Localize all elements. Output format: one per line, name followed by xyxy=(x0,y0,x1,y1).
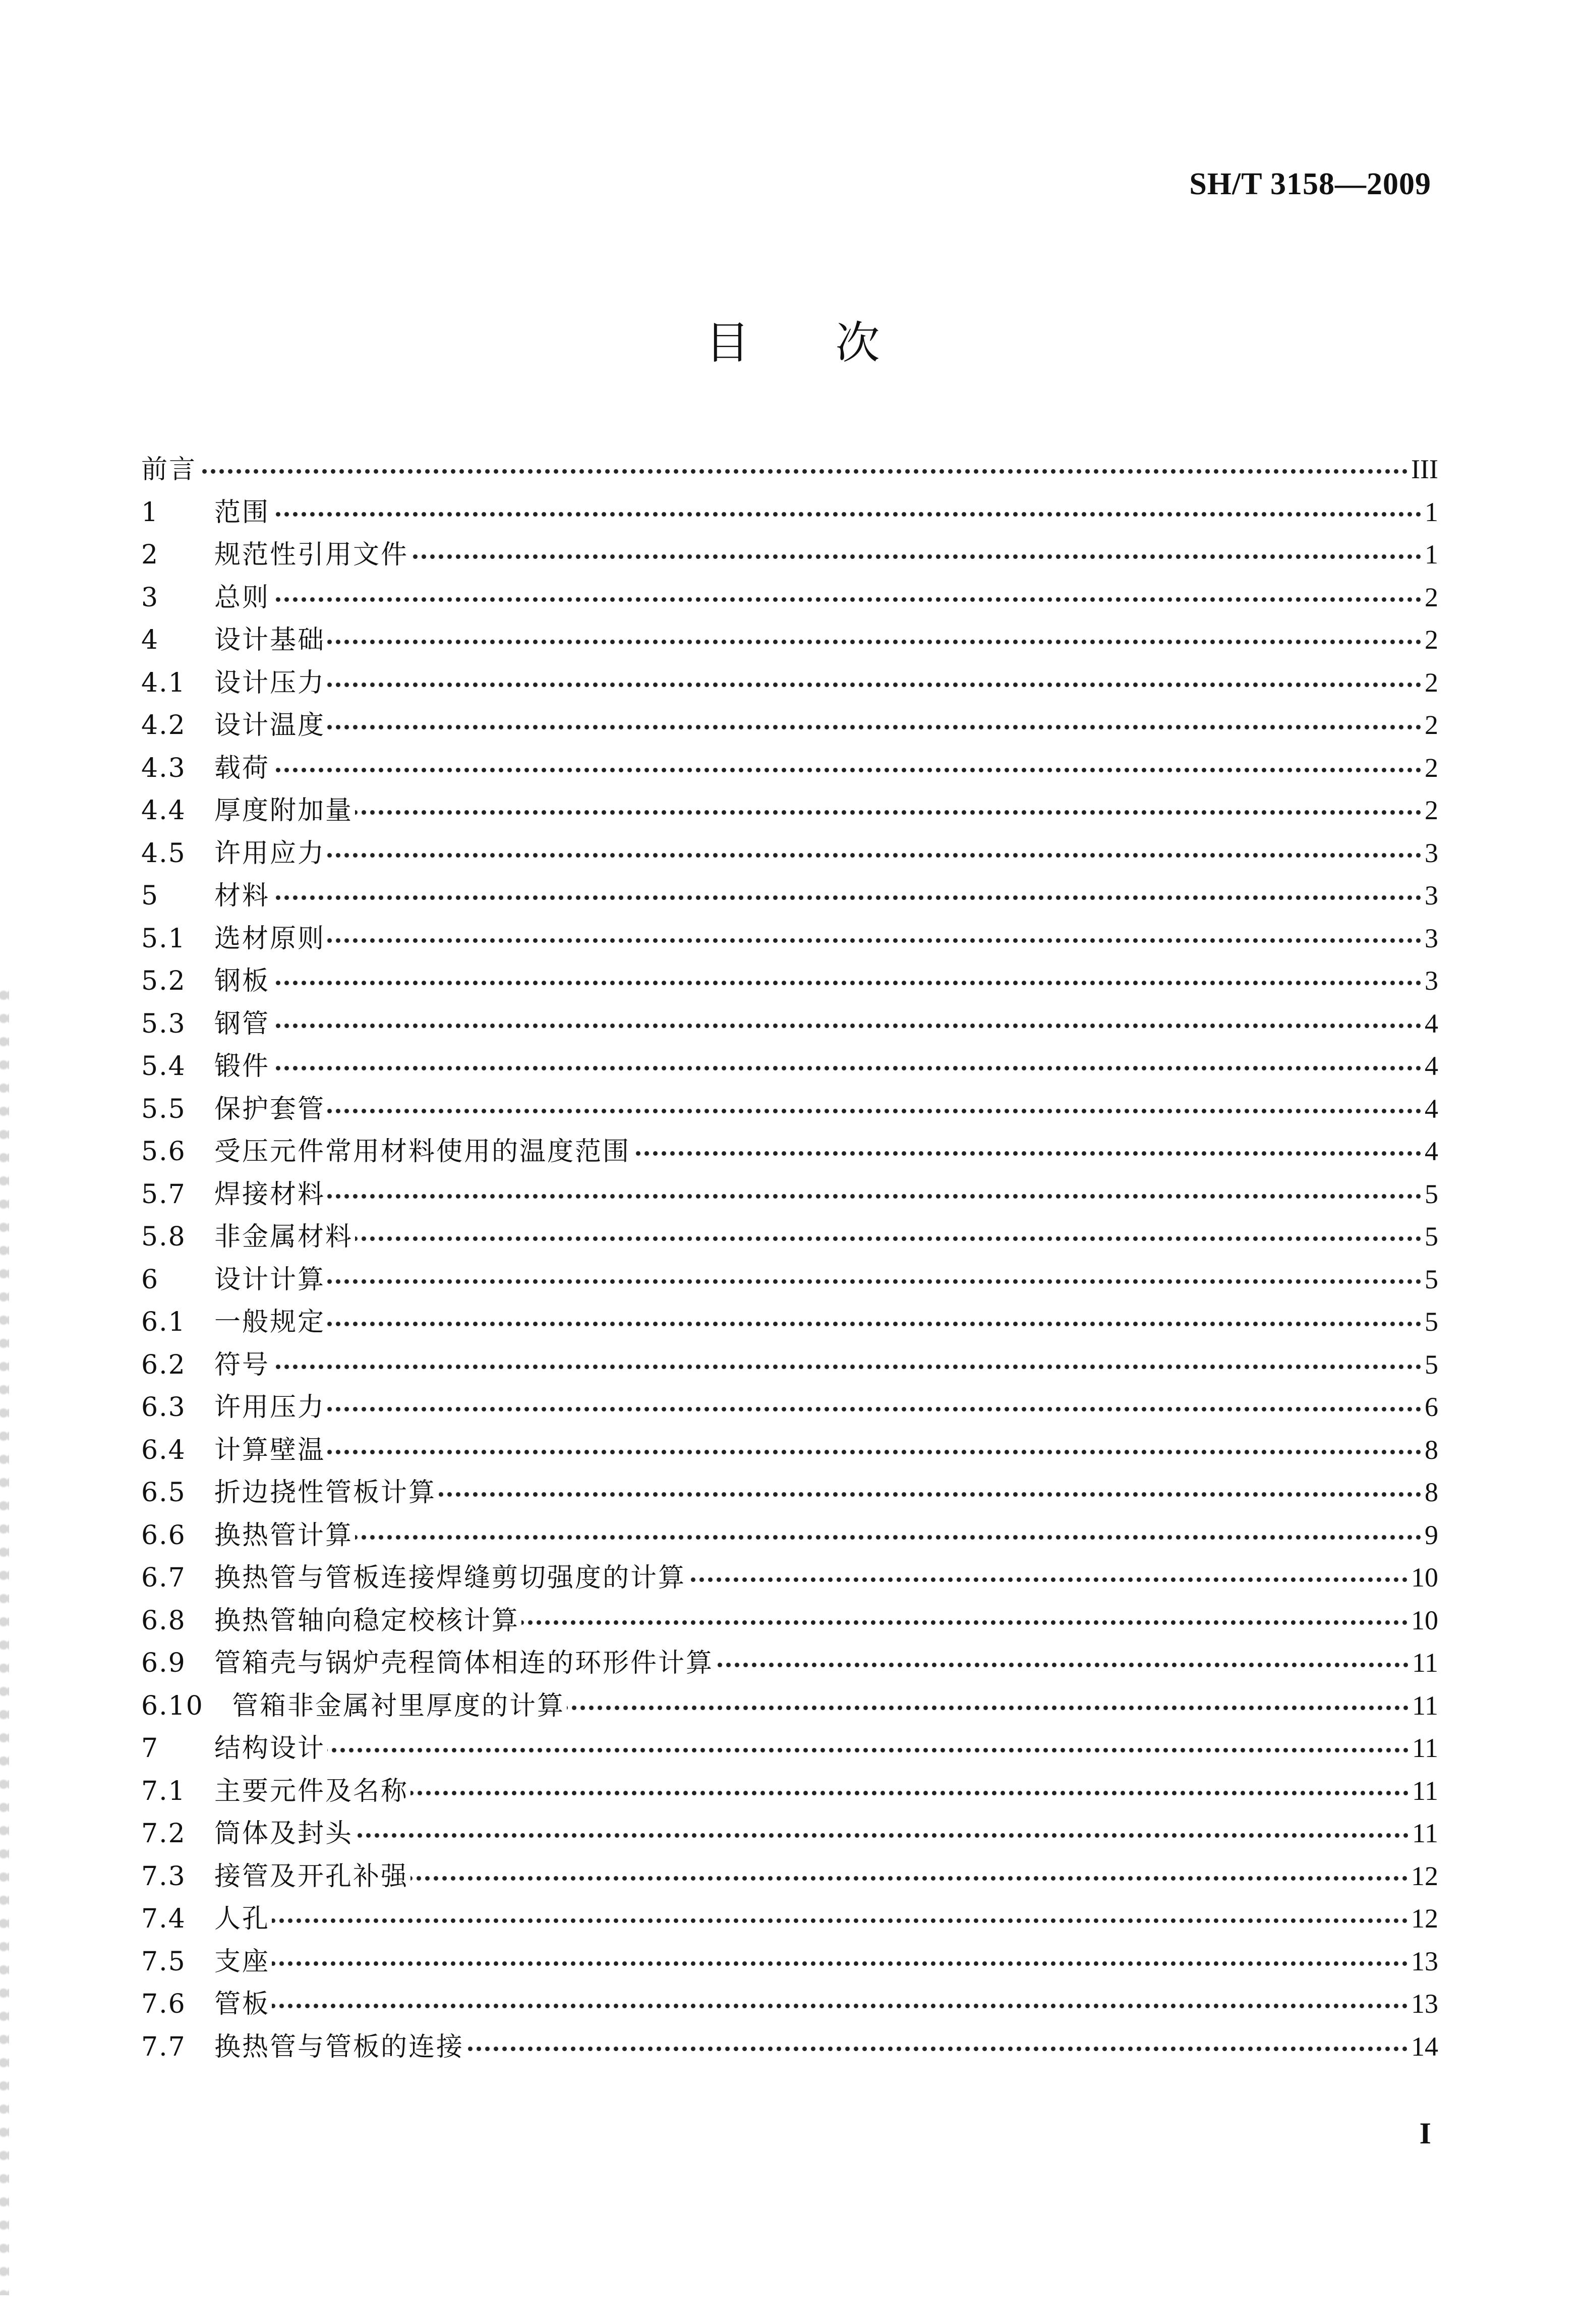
toc-entry-number: 7.5 xyxy=(141,1946,186,1977)
toc-entry-page: 12 xyxy=(1411,1860,1438,1891)
toc-entry-label: 人孔 xyxy=(214,1904,270,1934)
toc-entry[interactable] xyxy=(141,1215,1438,1258)
toc-entry[interactable] xyxy=(141,533,1438,576)
dot-leader xyxy=(272,881,1423,904)
toc-entry-number: 7 xyxy=(141,1733,159,1764)
toc-entry-page: 13 xyxy=(1411,1989,1438,2019)
toc-entry-page: 3 xyxy=(1425,880,1438,911)
toc-entry-number: 6 xyxy=(141,1264,159,1295)
toc-entry[interactable] xyxy=(141,2025,1438,2068)
toc-entry[interactable] xyxy=(141,1514,1438,1557)
dot-leader xyxy=(272,1009,1423,1033)
toc-entry[interactable] xyxy=(141,1002,1438,1045)
dot-leader xyxy=(632,1137,1423,1160)
toc-entry-label: 换热管与管板的连接 xyxy=(214,2031,464,2062)
toc-entry-number: 6.10 xyxy=(141,1690,204,1721)
toc-entry-label: 管板 xyxy=(214,1989,270,2019)
toc-entry-label: 规范性引用文件 xyxy=(214,540,409,570)
dot-leader xyxy=(327,1265,1423,1288)
dot-leader xyxy=(327,668,1423,692)
dot-leader xyxy=(355,796,1423,819)
toc-entry[interactable] xyxy=(141,1471,1438,1514)
toc-entry-label: 计算壁温 xyxy=(214,1435,326,1465)
dot-leader xyxy=(327,1435,1423,1459)
dot-leader xyxy=(272,1350,1423,1374)
toc-entry[interactable] xyxy=(141,1897,1438,1940)
toc-entry-page: 11 xyxy=(1412,1690,1438,1721)
toc-entry-number: 2 xyxy=(141,540,159,570)
toc-entry-label: 接管及开孔补强 xyxy=(214,1861,409,1892)
toc-entry[interactable] xyxy=(141,1770,1438,1812)
toc-entry-number: 7.4 xyxy=(141,1904,186,1934)
toc-entry[interactable] xyxy=(141,917,1438,960)
toc-entry-label: 筒体及封头 xyxy=(214,1819,354,1849)
toc-entry-page: 5 xyxy=(1425,1178,1438,1209)
toc-entry-label: 前言 xyxy=(141,455,197,485)
toc-entry[interactable] xyxy=(141,1982,1438,2025)
toc-entry-page: 10 xyxy=(1411,1605,1438,1635)
toc-entry-number: 5.8 xyxy=(141,1222,186,1252)
toc-entry-label: 结构设计 xyxy=(214,1733,326,1764)
toc-entry-number: 5.5 xyxy=(141,1094,186,1124)
toc-entry[interactable] xyxy=(141,1940,1438,1983)
dot-leader xyxy=(272,753,1423,777)
toc-entry-page: 3 xyxy=(1425,923,1438,953)
toc-entry-page: 3 xyxy=(1425,837,1438,868)
toc-entry-number: 6.4 xyxy=(141,1435,186,1465)
toc-entry-label: 选材原则 xyxy=(214,923,326,954)
dot-leader xyxy=(466,2032,1409,2056)
toc-entry-label: 折边挠性管板计算 xyxy=(214,1478,437,1508)
toc-entry[interactable] xyxy=(141,1386,1438,1429)
dot-leader xyxy=(327,1392,1423,1416)
dot-leader xyxy=(355,1819,1410,1842)
toc-entry-number: 6.7 xyxy=(141,1563,186,1593)
toc-entry-number: 4.3 xyxy=(141,753,186,783)
toc-entry-label: 锻件 xyxy=(214,1051,270,1082)
toc-entry-number: 7.6 xyxy=(141,1989,186,2019)
dot-leader xyxy=(327,924,1423,947)
toc-entry-number: 7.7 xyxy=(141,2031,186,2062)
dot-leader xyxy=(410,1861,1409,1885)
toc-entry-page: 2 xyxy=(1425,582,1438,612)
toc-entry-number: 7.3 xyxy=(141,1861,186,1892)
toc-entry-page: 2 xyxy=(1425,752,1438,783)
toc-entry-number: 6.5 xyxy=(141,1478,186,1508)
toc-entry[interactable] xyxy=(141,661,1438,704)
toc-entry[interactable] xyxy=(141,491,1438,534)
toc-entry[interactable] xyxy=(141,789,1438,832)
dot-leader xyxy=(327,1307,1423,1331)
toc-entry-label: 许用压力 xyxy=(214,1392,326,1423)
toc-entry-page: 12 xyxy=(1411,1903,1438,1934)
toc-entry-number: 6.9 xyxy=(141,1648,186,1678)
toc-entry-page: 5 xyxy=(1425,1221,1438,1252)
toc-entry-page: III xyxy=(1411,454,1438,484)
toc-entry-label: 管箱非金属衬里厚度的计算 xyxy=(232,1690,565,1721)
dot-leader xyxy=(272,1051,1423,1075)
toc-entry-label: 受压元件常用材料使用的温度范围 xyxy=(214,1137,631,1167)
toc-entry-label: 焊接材料 xyxy=(214,1179,326,1210)
toc-entry-page: 4 xyxy=(1425,1136,1438,1166)
dot-leader xyxy=(355,1222,1423,1245)
dot-leader xyxy=(272,1947,1409,1970)
page-title: 目次 xyxy=(705,317,966,369)
toc-entry-label: 设计计算 xyxy=(214,1264,326,1295)
toc-entry[interactable] xyxy=(141,1556,1438,1599)
toc-entry-page: 11 xyxy=(1412,1775,1438,1806)
toc-entry-label: 钢板 xyxy=(214,966,270,996)
toc-entry-page: 11 xyxy=(1412,1648,1438,1678)
toc-entry-page: 5 xyxy=(1425,1307,1438,1337)
toc-entry-number: 4.1 xyxy=(141,667,186,698)
dot-leader xyxy=(567,1691,1410,1715)
toc-entry-page: 8 xyxy=(1425,1477,1438,1507)
toc-entry-number: 6.3 xyxy=(141,1392,186,1423)
toc-entry-page: 14 xyxy=(1411,2031,1438,2062)
toc-entry[interactable] xyxy=(141,1173,1438,1216)
dot-leader xyxy=(688,1563,1409,1586)
dot-leader xyxy=(327,1733,1410,1757)
toc-entry-label: 设计基础 xyxy=(214,625,326,655)
toc-entry-number: 5.2 xyxy=(141,966,186,996)
toc-entry[interactable] xyxy=(141,1855,1438,1898)
toc-entry[interactable] xyxy=(141,832,1438,875)
toc-entry-number: 4.2 xyxy=(141,710,186,741)
dot-leader xyxy=(272,497,1423,521)
dot-leader xyxy=(327,1094,1423,1118)
toc-entry-label: 载荷 xyxy=(214,753,270,783)
toc-entry-number: 5 xyxy=(141,881,159,911)
toc-entry-page: 4 xyxy=(1425,1093,1438,1124)
toc-entry-page: 8 xyxy=(1425,1434,1438,1465)
toc-entry-page: 2 xyxy=(1425,710,1438,740)
toc-entry-number: 6.1 xyxy=(141,1307,186,1337)
toc-entry-label: 一般规定 xyxy=(214,1307,326,1337)
toc-entry-page: 3 xyxy=(1425,966,1438,996)
toc-entry[interactable] xyxy=(141,747,1438,789)
dot-leader xyxy=(716,1648,1410,1672)
toc-entry-label: 换热管轴向稳定校核计算 xyxy=(214,1605,520,1636)
toc-entry-label: 钢管 xyxy=(214,1008,270,1039)
dot-leader xyxy=(272,1989,1409,2013)
toc-entry[interactable] xyxy=(141,1343,1438,1386)
dot-leader xyxy=(327,838,1423,862)
toc-entry-number: 4.5 xyxy=(141,838,186,869)
toc-entry-label: 符号 xyxy=(214,1349,270,1380)
table-of-contents xyxy=(141,448,1438,2068)
toc-entry[interactable] xyxy=(141,1599,1438,1642)
toc-entry-page: 4 xyxy=(1425,1008,1438,1039)
toc-entry-label: 厚度附加量 xyxy=(214,796,354,826)
toc-entry-number: 5.1 xyxy=(141,923,186,954)
toc-entry-number: 7.2 xyxy=(141,1819,186,1849)
toc-entry-page: 9 xyxy=(1425,1519,1438,1550)
toc-entry-page: 13 xyxy=(1411,1946,1438,1976)
toc-entry[interactable] xyxy=(141,1130,1438,1173)
toc-entry[interactable] xyxy=(141,1088,1438,1130)
toc-entry-label: 材料 xyxy=(214,881,270,911)
toc-entry-number: 6.6 xyxy=(141,1520,186,1551)
toc-entry[interactable] xyxy=(141,576,1438,619)
toc-entry[interactable] xyxy=(141,1429,1438,1471)
toc-entry-number: 5.7 xyxy=(141,1179,186,1210)
dot-leader xyxy=(199,455,1409,478)
dot-leader xyxy=(272,966,1423,990)
scan-edge-artifact xyxy=(0,984,9,2295)
toc-entry-label: 换热管与管板连接焊缝剪切强度的计算 xyxy=(214,1563,686,1593)
toc-entry[interactable] xyxy=(141,448,1438,491)
document-code: SH/T 3158—2009 xyxy=(1189,167,1431,201)
toc-entry-number: 7.1 xyxy=(141,1776,186,1806)
toc-entry-number: 4 xyxy=(141,625,159,655)
toc-entry-page: 4 xyxy=(1425,1051,1438,1081)
toc-entry[interactable] xyxy=(141,959,1438,1002)
toc-entry-page: 5 xyxy=(1425,1349,1438,1380)
toc-entry-label: 设计压力 xyxy=(214,667,326,698)
toc-entry[interactable] xyxy=(141,618,1438,661)
dot-leader xyxy=(327,1179,1423,1203)
dot-leader xyxy=(327,625,1423,649)
toc-entry[interactable] xyxy=(141,1727,1438,1770)
toc-entry-page: 10 xyxy=(1411,1562,1438,1593)
dot-leader xyxy=(272,583,1423,606)
toc-entry-number: 4.4 xyxy=(141,796,186,826)
toc-entry[interactable] xyxy=(141,1045,1438,1088)
toc-entry-number: 6.8 xyxy=(141,1605,186,1636)
toc-entry-label: 支座 xyxy=(214,1946,270,1977)
toc-entry-page: 5 xyxy=(1425,1264,1438,1294)
toc-entry-label: 范围 xyxy=(214,497,270,528)
toc-entry-number: 3 xyxy=(141,582,159,613)
toc-entry-label: 管箱壳与锅炉壳程筒体相连的环形件计算 xyxy=(214,1648,714,1678)
toc-entry-label: 保护套管 xyxy=(214,1094,326,1124)
toc-entry-page: 11 xyxy=(1412,1733,1438,1763)
toc-entry-number: 5.6 xyxy=(141,1137,186,1167)
toc-entry-page: 1 xyxy=(1425,539,1438,570)
toc-entry[interactable] xyxy=(141,1812,1438,1855)
toc-entry-page: 1 xyxy=(1425,496,1438,527)
toc-entry-page: 2 xyxy=(1425,795,1438,825)
toc-entry-label: 设计温度 xyxy=(214,710,326,741)
toc-entry-page: 11 xyxy=(1412,1818,1438,1848)
toc-entry[interactable] xyxy=(141,1684,1438,1727)
page-number: I xyxy=(1419,2117,1431,2150)
dot-leader xyxy=(272,1904,1409,1928)
dot-leader xyxy=(410,1776,1410,1800)
toc-entry-number: 5.4 xyxy=(141,1051,186,1082)
toc-entry-number: 6.2 xyxy=(141,1349,186,1380)
toc-entry[interactable] xyxy=(141,874,1438,917)
toc-entry-label: 主要元件及名称 xyxy=(214,1776,409,1806)
toc-entry-label: 非金属材料 xyxy=(214,1222,354,1252)
toc-entry-number: 5.3 xyxy=(141,1008,186,1039)
dot-leader xyxy=(355,1520,1423,1544)
toc-entry-number: 1 xyxy=(141,497,159,528)
toc-entry-page: 2 xyxy=(1425,625,1438,655)
dot-leader xyxy=(327,710,1423,734)
toc-entry[interactable] xyxy=(141,1258,1438,1301)
toc-entry-page: 2 xyxy=(1425,667,1438,698)
dot-leader xyxy=(410,540,1423,563)
toc-entry[interactable] xyxy=(141,704,1438,747)
toc-entry[interactable] xyxy=(141,1641,1438,1684)
toc-entry-label: 总则 xyxy=(214,582,270,613)
dot-leader xyxy=(438,1478,1423,1501)
toc-entry-page: 6 xyxy=(1425,1392,1438,1422)
toc-entry-label: 换热管计算 xyxy=(214,1520,354,1551)
toc-entry-label: 许用应力 xyxy=(214,838,326,869)
dot-leader xyxy=(521,1606,1409,1629)
toc-entry[interactable] xyxy=(141,1300,1438,1343)
